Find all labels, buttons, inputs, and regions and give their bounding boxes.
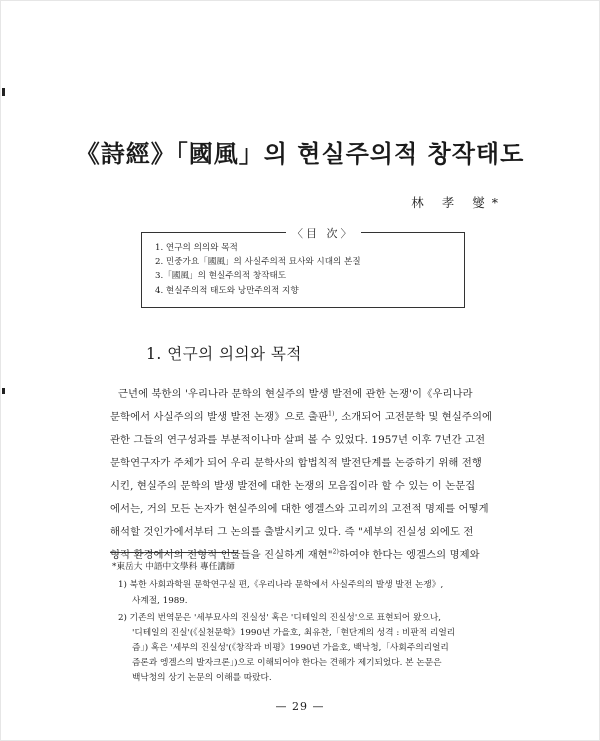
body-line: 시킨, 현실주의 문학의 발생 발전에 대한 논쟁의 모음집이라 할 수 있는 이 논문집 <box>110 480 476 492</box>
footnote: 사계절, 1989. <box>132 596 188 606</box>
page-number: — 29 — <box>275 700 325 713</box>
body-line: 형적 환경에서의 전형적 인물들을 진실하게 재현"$^{2)}$하여야 한다는 엥겔스의 명제와 <box>110 548 480 561</box>
footnote-affiliation: *東岳大 中語中文學科 專任講師 <box>112 562 235 572</box>
toc-item: 4. 현실주의적 태도와 낭만주의적 지향 <box>155 285 299 296</box>
body-line: 에서는, 거의 모든 논자가 현실주의에 대한 엥겔스와 고리끼의 고전적 명제를 어떻게 <box>110 503 489 515</box>
toc-item: 2. 민중가요「國風」의 사실주의적 묘사와 시대의 본질 <box>155 257 361 268</box>
body-line: 관한 그들의 연구성과를 부분적이나마 살펴 볼 수 있었다. 1957년 이후 7년간 고전 <box>110 434 486 446</box>
toc-item: 1. 연구의 의의와 목적 <box>155 243 238 253</box>
paper-title: 《詩經》「國風」의 현실주의적 창작태도 <box>75 139 525 168</box>
section-heading: 1. 연구의 의의와 목적 <box>146 345 302 363</box>
footnote-divider <box>110 552 238 553</box>
footnote: '디테일의 진실'(《실천문학》1990년 가을호, 최유찬,「현단계의 성격 : 비판적 리얼리 <box>132 628 456 638</box>
footnote: 2) 기존의 번역문은 '세부묘사의 진실성' 혹은 '디테일의 진실성'으로 표현되어 왔으나, <box>118 613 442 623</box>
footnote: 1) 북한 사회과학원 문학연구실 편,《우리나라 문학에서 사실주의의 발생 발전 논쟁》, <box>118 580 444 590</box>
scan-mark <box>2 388 5 394</box>
body-line: 해석할 것인가에서부터 그 논의를 출발시키고 있다. 즉 "세부의 진실성 외에도 전 <box>110 526 474 538</box>
toc-list <box>155 241 361 298</box>
body-line: 근년에 북한의 '우리나라 문학의 현실주의 발생 발전에 관한 논쟁'이《우리나라 <box>118 388 473 400</box>
footnote-marker: 1) <box>328 410 335 418</box>
body-line: 문학에서 사실주의의 발생 발전 논쟁》으로 출판$^{1)}$, 소개되어 고전문학 및 현실주의에 <box>110 410 493 423</box>
toc-heading: 〈目 次〉 <box>286 225 361 241</box>
footnote: 백낙청의 상기 논문의 이해를 따랐다. <box>132 673 272 683</box>
scan-mark <box>2 88 5 96</box>
body-line: 문학연구자가 주체가 되어 우리 문학사의 합법칙적 발전단계를 논증하기 위해 전행 <box>110 457 482 469</box>
footnote-marker: 2) <box>332 548 339 556</box>
toc-item: 3.「國風」의 현실주의적 창작태도 <box>155 271 287 282</box>
author-name: 林 孝 燮* <box>411 195 505 210</box>
footnote: 즘론과 엥겔스의 발자크론」)으로 이해되어야 한다는 견해가 제기되었다. 본 논문은 <box>132 658 442 668</box>
footnote: 즘」) 혹은 '세부의 진실성'(《창작과 비평》1990년 가을호, 백낙청,「사회주의리얼리 <box>132 643 449 653</box>
